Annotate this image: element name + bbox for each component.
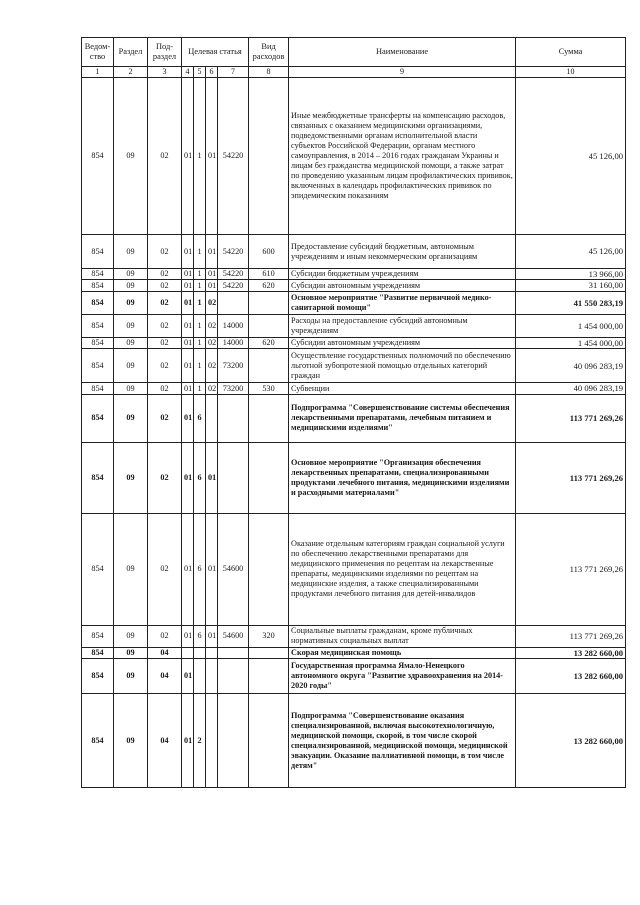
cell-cs2: 1 xyxy=(194,78,206,235)
cell-sum: 13 282 660,00 xyxy=(516,659,626,694)
cell-cs2: 6 xyxy=(194,513,206,625)
cell-cs1: 01 xyxy=(182,280,194,291)
cell-cs1: 01 xyxy=(182,349,194,383)
cell-podrazdel: 02 xyxy=(148,314,182,337)
cell-sum: 1 454 000,00 xyxy=(516,314,626,337)
cell-vedomstvo: 854 xyxy=(82,269,114,280)
cell-vid xyxy=(249,659,289,694)
cell-vedomstvo: 854 xyxy=(82,513,114,625)
cell-sum: 113 771 269,26 xyxy=(516,442,626,513)
cell-sum: 13 282 660,00 xyxy=(516,647,626,658)
column-number: 1 xyxy=(82,67,114,78)
cell-cs2: 1 xyxy=(194,349,206,383)
cell-cs4: 73200 xyxy=(218,349,249,383)
cell-razdel: 09 xyxy=(114,647,148,658)
cell-razdel: 09 xyxy=(114,394,148,442)
cell-razdel: 09 xyxy=(114,349,148,383)
cell-cs1: 01 xyxy=(182,78,194,235)
cell-vid xyxy=(249,394,289,442)
cell-vedomstvo: 854 xyxy=(82,314,114,337)
cell-cs2: 6 xyxy=(194,625,206,647)
cell-cs2: 1 xyxy=(194,269,206,280)
table-row xyxy=(82,235,626,269)
table-row xyxy=(82,280,626,291)
cell-cs1: 01 xyxy=(182,291,194,314)
column-number: 5 xyxy=(194,67,206,78)
cell-name: Государственная программа Ямало-Ненецкого автономного округа "Развитие здравоохранения на 2014-2020 годы" xyxy=(289,659,516,694)
header-vid-rashodov: Вид расходов xyxy=(249,38,289,67)
cell-podrazdel: 04 xyxy=(148,647,182,658)
cell-name: Субсидии бюджетным учреждениям xyxy=(289,269,516,280)
cell-podrazdel: 02 xyxy=(148,383,182,394)
cell-razdel: 09 xyxy=(114,235,148,269)
cell-sum: 41 550 283,19 xyxy=(516,291,626,314)
header-row xyxy=(82,38,626,67)
cell-name: Расходы на предоставление субсидий автономным учреждениям xyxy=(289,314,516,337)
cell-cs1: 01 xyxy=(182,659,194,694)
cell-razdel: 09 xyxy=(114,291,148,314)
cell-razdel: 09 xyxy=(114,513,148,625)
cell-sum: 40 096 283,19 xyxy=(516,349,626,383)
column-number: 4 xyxy=(182,67,194,78)
cell-cs3 xyxy=(206,394,218,442)
cell-cs4: 54220 xyxy=(218,280,249,291)
cell-cs4: 54220 xyxy=(218,78,249,235)
cell-cs3: 02 xyxy=(206,314,218,337)
cell-vid xyxy=(249,314,289,337)
cell-cs3: 01 xyxy=(206,442,218,513)
cell-vedomstvo: 854 xyxy=(82,235,114,269)
cell-name: Субсидии автономным учреждениям xyxy=(289,280,516,291)
cell-name: Социальные выплаты гражданам, кроме публичных нормативных социальных выплат xyxy=(289,625,516,647)
cell-podrazdel: 02 xyxy=(148,235,182,269)
column-number: 2 xyxy=(114,67,148,78)
column-number: 7 xyxy=(218,67,249,78)
cell-cs3: 02 xyxy=(206,383,218,394)
cell-cs1: 01 xyxy=(182,383,194,394)
budget-table xyxy=(81,37,626,788)
budget-sheet xyxy=(81,37,625,788)
cell-razdel: 09 xyxy=(114,694,148,788)
cell-vid: 600 xyxy=(249,235,289,269)
table-row xyxy=(82,337,626,348)
cell-vedomstvo: 854 xyxy=(82,280,114,291)
cell-vid: 530 xyxy=(249,383,289,394)
table-row xyxy=(82,78,626,235)
cell-cs3: 01 xyxy=(206,280,218,291)
cell-razdel: 09 xyxy=(114,280,148,291)
cell-cs4: 54600 xyxy=(218,625,249,647)
column-number: 9 xyxy=(289,67,516,78)
cell-cs4 xyxy=(218,659,249,694)
cell-sum: 13 966,00 xyxy=(516,269,626,280)
cell-podrazdel: 02 xyxy=(148,513,182,625)
cell-cs3: 02 xyxy=(206,337,218,348)
table-row xyxy=(82,694,626,788)
cell-vedomstvo: 854 xyxy=(82,337,114,348)
cell-name: Осуществление государственных полномочий по обеспечению льготной зубопротезной помощью отдельных категорий граждан xyxy=(289,349,516,383)
cell-vid xyxy=(249,349,289,383)
cell-sum: 31 160,00 xyxy=(516,280,626,291)
cell-vedomstvo: 854 xyxy=(82,291,114,314)
cell-sum: 113 771 269,26 xyxy=(516,625,626,647)
cell-cs2: 1 xyxy=(194,235,206,269)
header-podrazdel: Под-раздел xyxy=(148,38,182,67)
cell-vedomstvo: 854 xyxy=(82,647,114,658)
cell-cs4 xyxy=(218,647,249,658)
cell-name: Предоставление субсидий бюджетным, автономным учреждениям и иным некоммерческим организациям xyxy=(289,235,516,269)
cell-cs1: 01 xyxy=(182,394,194,442)
cell-sum: 113 771 269,26 xyxy=(516,394,626,442)
cell-name: Субсидии автономным учреждениям xyxy=(289,337,516,348)
table-row xyxy=(82,513,626,625)
cell-cs2 xyxy=(194,659,206,694)
cell-cs3: 02 xyxy=(206,291,218,314)
cell-cs2: 1 xyxy=(194,280,206,291)
cell-cs3: 01 xyxy=(206,513,218,625)
cell-sum: 113 771 269,26 xyxy=(516,513,626,625)
cell-cs3 xyxy=(206,694,218,788)
cell-vedomstvo: 854 xyxy=(82,394,114,442)
cell-cs1 xyxy=(182,647,194,658)
cell-vid xyxy=(249,291,289,314)
cell-vedomstvo: 854 xyxy=(82,694,114,788)
table-row xyxy=(82,442,626,513)
cell-cs3 xyxy=(206,659,218,694)
cell-vid: 620 xyxy=(249,280,289,291)
header-summa: Сумма xyxy=(516,38,626,67)
cell-razdel: 09 xyxy=(114,442,148,513)
cell-cs1: 01 xyxy=(182,314,194,337)
cell-cs4: 54220 xyxy=(218,269,249,280)
cell-cs2: 1 xyxy=(194,383,206,394)
cell-cs1: 01 xyxy=(182,269,194,280)
cell-vid xyxy=(249,442,289,513)
cell-vedomstvo: 854 xyxy=(82,78,114,235)
cell-razdel: 09 xyxy=(114,314,148,337)
cell-vedomstvo: 854 xyxy=(82,383,114,394)
cell-vid xyxy=(249,647,289,658)
cell-razdel: 09 xyxy=(114,625,148,647)
cell-name: Субвенции xyxy=(289,383,516,394)
cell-podrazdel: 02 xyxy=(148,349,182,383)
cell-cs3: 01 xyxy=(206,625,218,647)
cell-vid xyxy=(249,694,289,788)
cell-name: Подпрограмма "Совершенствование оказания специализированной, включая высокотехнологичную, медицинской помощи, скорой, в том числе скорой специализированной, медицинской помощи, медицинской эвакуации. Оказание паллиативной помощи, в том числе детям" xyxy=(289,694,516,788)
table-row xyxy=(82,383,626,394)
cell-name: Скорая медицинская помощь xyxy=(289,647,516,658)
cell-cs4: 54220 xyxy=(218,235,249,269)
cell-vid xyxy=(249,513,289,625)
header-naimenovanie: Наименование xyxy=(289,38,516,67)
cell-sum: 1 454 000,00 xyxy=(516,337,626,348)
cell-cs3: 01 xyxy=(206,269,218,280)
cell-razdel: 09 xyxy=(114,78,148,235)
cell-razdel: 09 xyxy=(114,269,148,280)
cell-cs4: 73200 xyxy=(218,383,249,394)
table-row xyxy=(82,349,626,383)
cell-podrazdel: 02 xyxy=(148,280,182,291)
cell-vid xyxy=(249,78,289,235)
cell-cs4 xyxy=(218,442,249,513)
table-row xyxy=(82,647,626,658)
cell-cs3: 02 xyxy=(206,349,218,383)
header-vedomstvo: Ведом-ство xyxy=(82,38,114,67)
column-number: 10 xyxy=(516,67,626,78)
cell-name: Иные межбюджетные трансферты на компенсацию расходов, связанных с оказанием медицинскими организациями, подведомственными органам исполнительной власти субъектов Российской Федерации, органам местного самоуправления, в 2014 – 2016 годах гражданам Украины и лицам без гражданства медицинской помощи, а также затрат по проведению указанным лицам профилактических прививок, включенных в календарь профилактических прививок по эпидемическим показаниям xyxy=(289,78,516,235)
cell-vedomstvo: 854 xyxy=(82,659,114,694)
cell-cs1: 01 xyxy=(182,235,194,269)
header-celevaya-statya: Целевая статья xyxy=(182,38,249,67)
cell-name: Подпрограмма "Совершенствование системы обеспечения лекарственными препаратами, лечебным питанием и медицинскими изделиями" xyxy=(289,394,516,442)
cell-cs2: 1 xyxy=(194,291,206,314)
cell-cs3: 01 xyxy=(206,78,218,235)
cell-cs1: 01 xyxy=(182,442,194,513)
cell-podrazdel: 02 xyxy=(148,269,182,280)
cell-sum: 13 282 660,00 xyxy=(516,694,626,788)
cell-cs2: 1 xyxy=(194,314,206,337)
cell-cs3: 01 xyxy=(206,235,218,269)
cell-cs4: 14000 xyxy=(218,337,249,348)
cell-sum: 45 126,00 xyxy=(516,235,626,269)
cell-cs4 xyxy=(218,394,249,442)
cell-name: Основное мероприятие "Развитие первичной медико-санитарной помощи" xyxy=(289,291,516,314)
cell-podrazdel: 04 xyxy=(148,694,182,788)
cell-razdel: 09 xyxy=(114,337,148,348)
cell-vid: 610 xyxy=(249,269,289,280)
cell-vid: 620 xyxy=(249,337,289,348)
cell-sum: 45 126,00 xyxy=(516,78,626,235)
cell-podrazdel: 02 xyxy=(148,442,182,513)
cell-podrazdel: 02 xyxy=(148,394,182,442)
cell-cs3 xyxy=(206,647,218,658)
cell-podrazdel: 04 xyxy=(148,659,182,694)
cell-podrazdel: 02 xyxy=(148,625,182,647)
cell-cs2 xyxy=(194,647,206,658)
cell-razdel: 09 xyxy=(114,383,148,394)
cell-cs4: 14000 xyxy=(218,314,249,337)
cell-cs2: 6 xyxy=(194,442,206,513)
column-number: 6 xyxy=(206,67,218,78)
cell-podrazdel: 02 xyxy=(148,78,182,235)
cell-name: Оказание отдельным категориям граждан социальной услуги по обеспечению лекарственными препаратами для медицинского применения по рецептам на лекарственные препараты, медицинскими изделиями по рецептам на медицинские изделия, а также специализированными продуктами лечебного питания для детей-инвалидов xyxy=(289,513,516,625)
cell-vedomstvo: 854 xyxy=(82,349,114,383)
cell-cs4 xyxy=(218,291,249,314)
cell-vedomstvo: 854 xyxy=(82,442,114,513)
cell-name: Основное мероприятие "Организация обеспечения лекарственных препаратами, специализированными продуктами лечебного питания, медицинскими изделиями и расходными материалами" xyxy=(289,442,516,513)
cell-cs1: 01 xyxy=(182,337,194,348)
cell-cs1: 01 xyxy=(182,694,194,788)
cell-podrazdel: 02 xyxy=(148,291,182,314)
cell-cs1: 01 xyxy=(182,513,194,625)
cell-sum: 40 096 283,19 xyxy=(516,383,626,394)
cell-cs4 xyxy=(218,694,249,788)
table-row xyxy=(82,269,626,280)
cell-cs1: 01 xyxy=(182,625,194,647)
cell-vedomstvo: 854 xyxy=(82,625,114,647)
cell-cs2: 1 xyxy=(194,337,206,348)
table-row xyxy=(82,291,626,314)
column-number: 8 xyxy=(249,67,289,78)
cell-cs4: 54600 xyxy=(218,513,249,625)
header-razdel: Раздел xyxy=(114,38,148,67)
table-row xyxy=(82,394,626,442)
table-row xyxy=(82,625,626,647)
column-number: 3 xyxy=(148,67,182,78)
cell-vid: 320 xyxy=(249,625,289,647)
cell-cs2: 6 xyxy=(194,394,206,442)
table-row xyxy=(82,314,626,337)
cell-razdel: 09 xyxy=(114,659,148,694)
table-row xyxy=(82,659,626,694)
cell-podrazdel: 02 xyxy=(148,337,182,348)
cell-cs2: 2 xyxy=(194,694,206,788)
column-numbers-row xyxy=(82,67,626,78)
